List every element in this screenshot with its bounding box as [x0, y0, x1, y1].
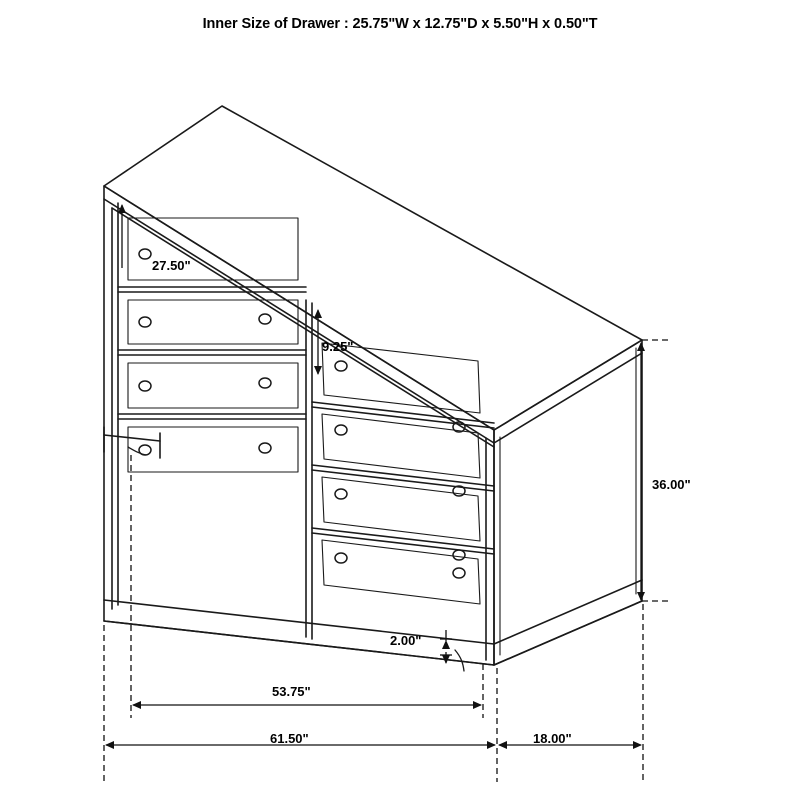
dimension-label-drawer-width: 27.50" — [152, 258, 191, 273]
dimension-label-drawer-face-height: 9.25" — [322, 339, 354, 354]
dimension-label-overall-width: 61.50" — [270, 731, 309, 746]
dresser-body — [104, 106, 642, 671]
dimension-label-front-panel-width: 53.75" — [272, 684, 311, 699]
dimension-label-depth: 18.00" — [533, 731, 572, 746]
dimension-label-base-height: 2.00" — [390, 633, 422, 648]
page-title: Inner Size of Drawer : 25.75"W x 12.75"D x 5.50"H x 0.50"T — [202, 16, 598, 32]
dimension-label-overall-height: 36.00" — [652, 477, 691, 492]
